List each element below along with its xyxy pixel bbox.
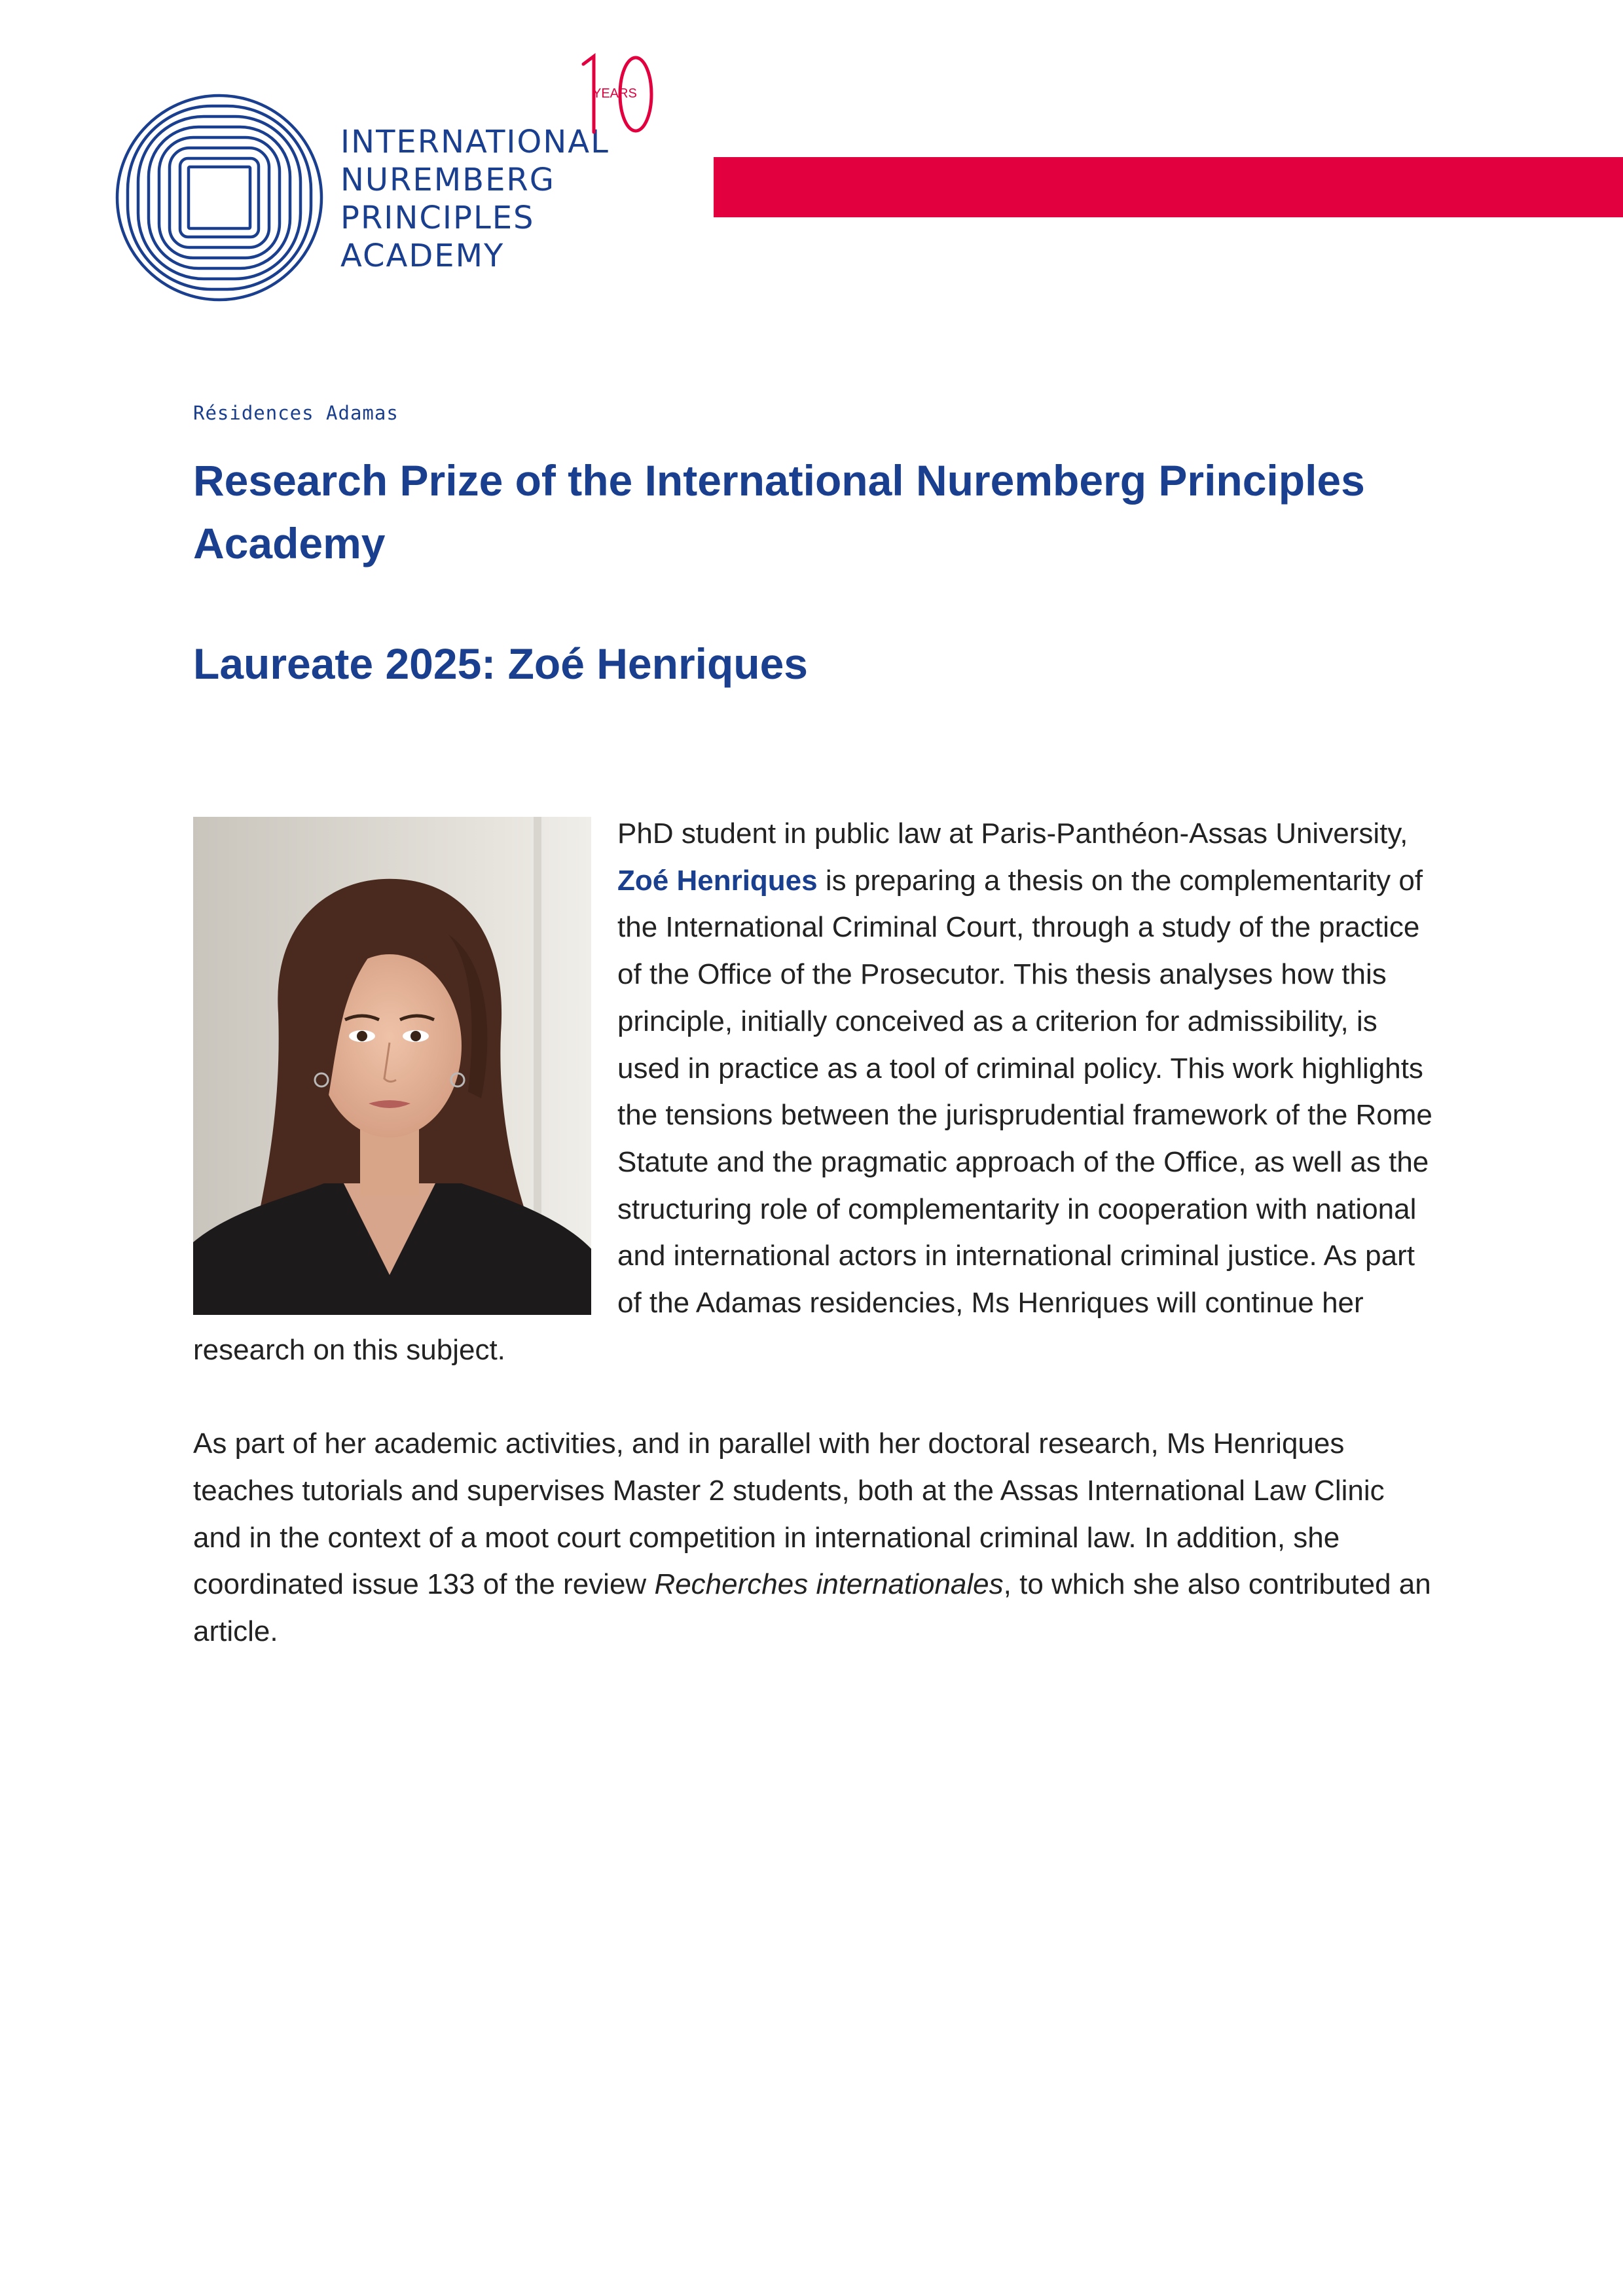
article-body	[193, 810, 1437, 1655]
years-label: YEARS	[593, 86, 637, 101]
header-accent-bar	[714, 157, 1623, 217]
laureate-subtitle: Laureate 2025: Zoé Henriques	[193, 639, 809, 688]
paragraph-2-intro: As part of her academic activities, and in parallel with her doctoral research, Ms Henriques teaches tutorials and supervises Master 2 students, both at the Assas International Law Clinic and in the context of a moot court competition in international criminal law. In addition, she coordinated issue 133 of the review	[193, 1427, 1385, 1601]
paragraph-activities	[193, 1420, 1437, 1655]
logo-line-3: PRINCIPLES	[340, 200, 535, 236]
logo-wordmark	[340, 123, 610, 275]
paragraph-2-rest: , to which she also contributed an article.	[193, 1568, 1431, 1647]
concentric-squares-logo-icon	[115, 93, 324, 302]
logo-line-2: NUREMBERG	[340, 162, 555, 198]
paragraph-1-rest: is preparing a thesis on the complementarity of the International Criminal Court, through a study of the practice of the Office of the Prosecutor. This thesis analyses how this principle, initially conceived as a criterion for admissibility, is used in practice as a tool of criminal policy. This work highlights the tensions between the jurisprudential framework of the Rome Statute and the pragmatic approach of the Office, as well as the structuring role of complementarity in cooperation with national and international actors in international criminal justice. As part of the Adamas residencies, Ms Henriques will continue her research on this subject.	[193, 864, 1432, 1366]
paragraph-1-intro: PhD student in public law at Paris-Panthéon-Assas University,	[617, 817, 1408, 850]
logo-line-1: INTERNATIONAL	[340, 124, 610, 160]
page-title: Research Prize of the International Nuremberg Principles Academy	[193, 456, 1365, 567]
academy-logo	[115, 52, 665, 314]
laureate-name-highlight: Zoé Henriques	[617, 864, 818, 897]
review-title: Recherches internationales	[654, 1568, 1004, 1601]
laureate-portrait	[193, 817, 591, 1315]
section-eyebrow: Résidences Adamas	[193, 402, 399, 424]
portrait-image	[193, 817, 591, 1315]
logo-line-4: ACADEMY	[340, 238, 505, 274]
